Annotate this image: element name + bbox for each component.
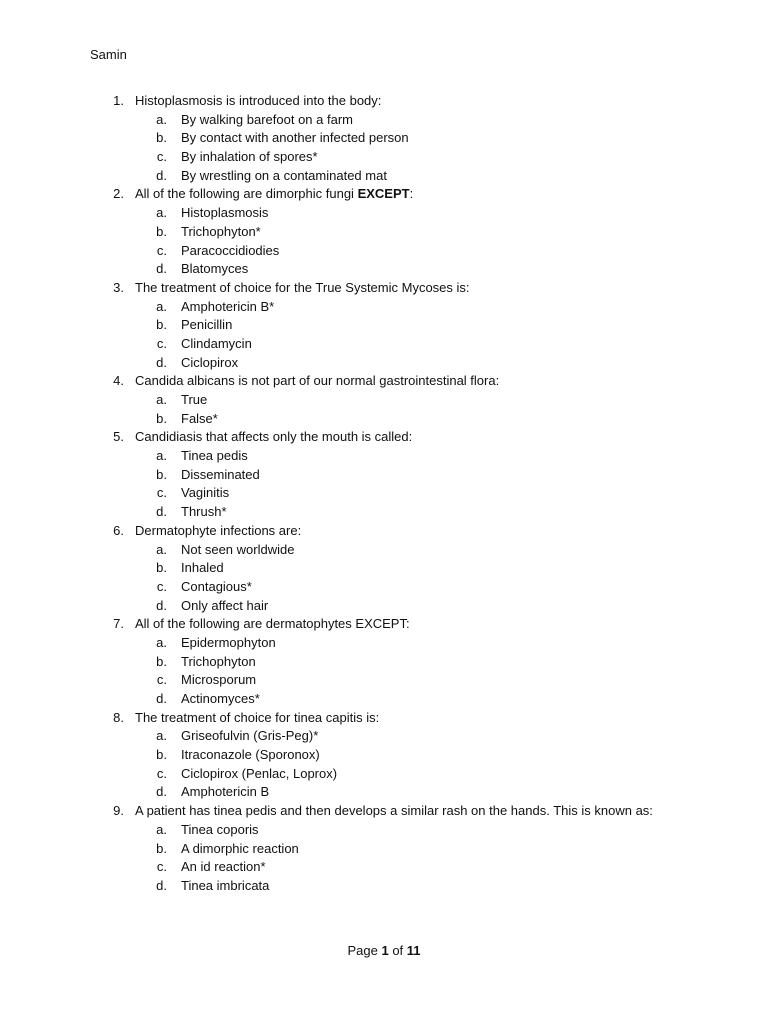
option-letter: b.: [156, 223, 167, 239]
question-number: 3.: [113, 279, 124, 295]
total-pages-number: 11: [406, 943, 421, 958]
option-text: Not seen worldwide: [181, 541, 295, 557]
option-text: Clindamycin: [181, 335, 252, 351]
option-text: Contagious*: [181, 578, 252, 594]
option-letter: b.: [156, 747, 167, 763]
question-item: [0, 185, 768, 204]
question-text-main: Candida albicans is not part of our normal gastrointestinal flora:: [135, 373, 500, 389]
answer-option: [0, 597, 768, 616]
option-text: Disseminated: [181, 466, 260, 482]
answer-option: [0, 634, 768, 653]
answer-option: [0, 559, 768, 578]
option-letter: a.: [156, 821, 167, 837]
option-text: Tinea coporis: [181, 821, 259, 837]
option-text: Tinea pedis: [181, 448, 248, 464]
option-letter: a.: [156, 392, 167, 407]
option-letter: d.: [156, 784, 167, 800]
option-text: An id reaction*: [181, 859, 266, 875]
answer-option: [0, 260, 768, 279]
option-text: Tinea imbricata: [181, 877, 270, 893]
question-item: [0, 522, 768, 541]
question-text: [135, 185, 413, 204]
answer-option: [0, 391, 768, 410]
answer-option: [0, 746, 768, 765]
question-text: [135, 428, 412, 447]
question-text-emphasis: EXCEPT: [357, 186, 410, 202]
option-letter: d.: [156, 691, 167, 706]
question-text: [135, 522, 301, 541]
answer-option: [0, 671, 768, 690]
answer-option: [0, 223, 768, 242]
question-text-main: Dermatophyte infections are:: [135, 522, 302, 538]
question-text-main: All of the following are dimorphic fungi: [135, 186, 358, 202]
page-of-label: of: [392, 943, 404, 958]
question-text-main: All of the following are dermatophytes EXCEPT:: [135, 616, 410, 632]
option-text: Trichophyton*: [181, 223, 261, 239]
option-letter: b.: [156, 130, 167, 146]
question-text-end: :: [409, 186, 414, 202]
option-letter: d.: [156, 354, 167, 370]
question-item: [0, 372, 768, 391]
option-text: Microsporum: [181, 672, 257, 688]
option-text: Griseofulvin (Gris-Peg)*: [181, 728, 319, 744]
question-text-main: Histoplasmosis is introduced into the body:: [135, 93, 382, 108]
question-item: [0, 279, 768, 298]
option-text: False*: [181, 410, 218, 426]
option-text: Trichophyton: [181, 653, 256, 669]
author-name: Samin: [90, 47, 127, 62]
answer-option: [0, 148, 768, 167]
answer-option: [0, 858, 768, 877]
option-text: By inhalation of spores*: [181, 149, 318, 165]
option-letter: a.: [156, 298, 167, 314]
option-text: Penicillin: [181, 317, 233, 333]
question-text: [135, 372, 499, 391]
option-text: Paracoccidiodies: [181, 242, 280, 258]
answer-option: [0, 111, 768, 130]
option-letter: c.: [156, 578, 167, 594]
answer-option: [0, 204, 768, 223]
question-text: [135, 709, 379, 728]
answer-option: [0, 410, 768, 429]
option-letter: c.: [156, 765, 167, 781]
answer-option: [0, 298, 768, 317]
answer-option: [0, 242, 768, 261]
answer-option: [0, 840, 768, 859]
question-item: [0, 709, 768, 728]
option-letter: a.: [156, 541, 167, 557]
answer-option: [0, 541, 768, 560]
question-text: [135, 92, 381, 111]
answer-option: [0, 335, 768, 354]
option-letter: d.: [156, 504, 167, 520]
option-text: Epidermophyton: [181, 634, 276, 650]
answer-option: [0, 877, 768, 896]
page-footer: [0, 942, 768, 960]
question-text: [135, 802, 653, 821]
option-letter: a.: [156, 728, 167, 744]
option-letter: b.: [156, 466, 167, 482]
answer-option: [0, 354, 768, 373]
option-letter: b.: [156, 653, 167, 669]
question-number: 8.: [113, 709, 124, 725]
answer-option: [0, 690, 768, 709]
option-text: Histoplasmosis: [181, 205, 269, 221]
option-text: Actinomyces*: [181, 691, 260, 706]
question-text-main: Candidiasis that affects only the mouth is called:: [135, 429, 413, 445]
option-text: Itraconazole (Sporonox): [181, 747, 320, 763]
answer-option: [0, 167, 768, 186]
question-number: 6.: [113, 522, 124, 538]
option-letter: b.: [156, 317, 167, 333]
page-label: Page: [347, 943, 378, 958]
answer-option: [0, 783, 768, 802]
option-letter: c.: [156, 859, 167, 875]
option-text: Amphotericin B: [181, 784, 270, 800]
question-item: [0, 615, 768, 634]
question-text-main: A patient has tinea pedis and then develops a similar rash on the hands. This is known as:: [135, 803, 653, 819]
option-text: Only affect hair: [181, 597, 269, 613]
question-list: [0, 92, 768, 896]
option-text: Vaginitis: [181, 485, 230, 501]
current-page-number: 1: [381, 943, 389, 958]
question-number: 7.: [113, 616, 124, 632]
option-letter: a.: [156, 634, 167, 650]
question-item: [0, 802, 768, 821]
option-text: By walking barefoot on a farm: [181, 111, 353, 127]
question-text-main: The treatment of choice for the True Systemic Mycoses is:: [135, 279, 470, 295]
answer-option: [0, 653, 768, 672]
option-text: A dimorphic reaction: [181, 840, 299, 856]
question-item: [0, 92, 768, 111]
option-text: Amphotericin B*: [181, 298, 275, 314]
option-letter: b.: [156, 410, 167, 426]
option-letter: c.: [156, 672, 167, 688]
question-number: 5.: [113, 429, 124, 445]
answer-option: [0, 129, 768, 148]
question-text: [135, 615, 410, 634]
question-number: 1.: [113, 93, 124, 108]
question-number: 4.: [113, 373, 124, 389]
answer-option: [0, 821, 768, 840]
question-number: 9.: [113, 803, 124, 819]
option-letter: b.: [156, 560, 167, 576]
question-text-main: The treatment of choice for tinea capitis is:: [135, 709, 380, 725]
option-text: Ciclopirox: [181, 354, 239, 370]
answer-option: [0, 503, 768, 522]
option-text: Thrush*: [181, 504, 227, 520]
option-letter: c.: [156, 149, 167, 165]
option-letter: d.: [156, 877, 167, 893]
option-text: By wrestling on a contaminated mat: [181, 167, 387, 183]
option-text: By contact with another infected person: [181, 130, 409, 146]
question-text: [135, 279, 470, 298]
option-letter: a.: [156, 448, 167, 464]
option-letter: c.: [156, 242, 167, 258]
answer-option: [0, 484, 768, 503]
answer-option: [0, 316, 768, 335]
answer-option: [0, 447, 768, 466]
option-letter: c.: [156, 485, 167, 501]
option-text: True: [181, 392, 208, 407]
option-text: Inhaled: [181, 560, 224, 576]
answer-option: [0, 765, 768, 784]
option-letter: c.: [156, 335, 167, 351]
option-letter: a.: [156, 111, 167, 127]
option-letter: d.: [156, 261, 167, 277]
option-letter: d.: [156, 167, 167, 183]
answer-option: [0, 466, 768, 485]
option-letter: b.: [156, 840, 167, 856]
answer-option: [0, 578, 768, 597]
option-text: Blatomyces: [181, 261, 249, 277]
question-number: 2.: [113, 186, 124, 202]
option-text: Ciclopirox (Penlac, Loprox): [181, 765, 338, 781]
option-letter: d.: [156, 597, 167, 613]
option-letter: a.: [156, 205, 167, 221]
question-item: [0, 428, 768, 447]
answer-option: [0, 727, 768, 746]
